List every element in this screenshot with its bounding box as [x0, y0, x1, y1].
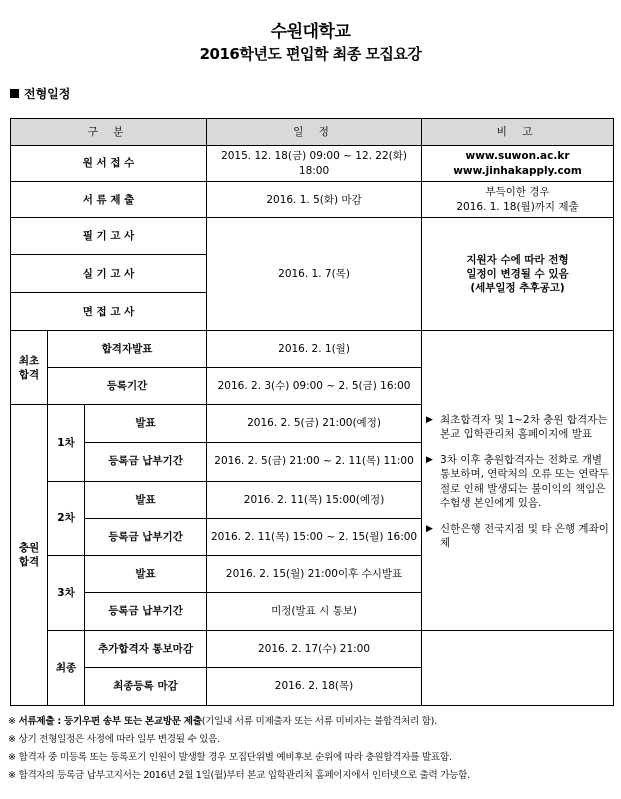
final-announce-date: 2016. 2. 1(월) [207, 331, 422, 368]
header-remarks: 비 고 [422, 119, 614, 146]
final-pass-label-1: 최초 [18, 354, 40, 367]
table-row-round1-announce [11, 405, 614, 442]
round3-announce-date: 2016. 2. 15(월) 21:00이후 수시발표 [207, 555, 422, 592]
table-row-documents [11, 182, 614, 218]
round1-pay-date: 2016. 2. 5(금) 21:00 ~ 2. 11(목) 11:00 [207, 442, 422, 481]
university-name: 수원대학교 [270, 22, 351, 42]
footnote-3-text: 합격자 중 미등록 또는 등록포기 인원이 발생할 경우 모집단위별 예비후보 순위에 따라 충원합격자를 발표함. [18, 752, 452, 763]
round1-announce-date: 2016. 2. 5(금) 21:00(예정) [207, 405, 422, 442]
deadline-date: 2016. 2. 17(수) 21:00 [207, 630, 422, 667]
schedule-table [10, 118, 614, 706]
application-label: 원 서 접 수 [11, 146, 207, 182]
final-registration-label: 최종등록 마감 [85, 667, 207, 705]
documents-note-1: 부득이한 경우 [485, 186, 550, 199]
round2-announce-date: 2016. 2. 11(목) 15:00(예정) [207, 481, 422, 518]
additional-notes [422, 405, 614, 630]
deadline-label: 추가합격자 통보마감 [85, 630, 207, 667]
application-remarks [422, 146, 614, 182]
final-remarks-empty-2 [422, 630, 614, 705]
exam-remarks [422, 218, 614, 331]
footnote-4 [8, 767, 616, 785]
footnote-1-rest: (기일내 서류 미제출자 또는 서류 미비자는 불합격처리 함). [201, 716, 437, 727]
round3-label: 3차 [48, 555, 85, 630]
exam-note-3: (세부일정 추후공고) [470, 282, 565, 295]
footnote-4-text: 합격자의 등록금 납부고지서는 2016년 2월 1일(월)부터 본교 입학관리처 홈페이지에서 인터넷으로 출력 가능함. [18, 770, 470, 781]
documents-note-2: 2016. 1. 18(월)까지 제출 [456, 200, 579, 213]
square-bullet-icon [10, 89, 19, 98]
triangle-bullet-icon: ▶ [426, 523, 433, 534]
table-row-final-deadline [11, 630, 614, 667]
jinhak-url: www.jinhakapply.com [453, 164, 582, 177]
note-item-1 [426, 413, 609, 441]
round3-announce-label: 발표 [85, 555, 207, 592]
triangle-bullet-icon: ▶ [426, 455, 433, 466]
section-heading [10, 85, 70, 102]
round3-pay-label: 등록금 납부기간 [85, 592, 207, 630]
reference-mark-icon: ※ [8, 770, 16, 781]
written-exam-label: 필 기 고 사 [11, 218, 207, 255]
header-schedule: 일 정 [207, 119, 422, 146]
round1-pay-label: 등록금 납부기간 [85, 442, 207, 481]
reference-mark-icon: ※ [8, 752, 16, 763]
final-announce-label: 합격자발표 [48, 331, 207, 368]
round1-label: 1차 [48, 405, 85, 481]
university-url: www.suwon.ac.kr [465, 150, 570, 163]
exam-note-1: 지원자 수에 따라 전형 [466, 253, 569, 266]
documents-label: 서 류 제 출 [11, 182, 207, 218]
final-register-date: 2016. 2. 3(수) 09:00 ~ 2. 5(금) 16:00 [207, 368, 422, 405]
footnote-1 [8, 713, 616, 731]
header-category: 구 분 [11, 119, 207, 146]
round2-pay-label: 등록금 납부기간 [85, 518, 207, 555]
triangle-bullet-icon: ▶ [426, 414, 433, 425]
note-text-2: 3차 이후 충원합격자는 전화로 개별통보하며, 연락처의 오류 또는 연락두절로 인해 발생되는 불이익의 책임은 수험생 본인에게 있음. [440, 454, 609, 509]
additional-pass-label [11, 405, 48, 706]
exam-date: 2016. 1. 7(목) [207, 218, 422, 331]
round2-label: 2차 [48, 481, 85, 555]
final-register-label: 등록기간 [48, 368, 207, 405]
footnote-2-text: 상기 전형일정은 사정에 따라 일부 변경될 수 있음. [18, 734, 220, 745]
table-row-application [11, 146, 614, 182]
table-header-row [11, 119, 614, 146]
page-title: 2016학년도 편입학 최종 모집요강 [199, 45, 422, 63]
table-row-written-exam [11, 218, 614, 255]
interview-label: 면 접 고 사 [11, 293, 207, 331]
round2-pay-date: 2016. 2. 11(목) 15:00 ~ 2. 15(월) 16:00 [207, 518, 422, 555]
round3-pay-date: 미정(발표 시 통보) [207, 592, 422, 630]
exam-note-2: 일정이 변경될 수 있음 [466, 268, 569, 281]
application-date: 2015. 12. 18(금) 09:00 ~ 12. 22(화) 18:00 [207, 146, 422, 182]
practical-exam-label: 실 기 고 사 [11, 255, 207, 293]
documents-date: 2016. 1. 5(화) 마감 [207, 182, 422, 218]
final-pass-label-2: 합격 [18, 368, 40, 381]
round2-announce-label: 발표 [85, 481, 207, 518]
additional-pass-label-1: 충원 [18, 542, 40, 555]
reference-mark-icon: ※ [8, 716, 16, 727]
note-text-1: 최초합격자 및 1~2차 충원 합격자는 본교 입학관리처 홈페이지에 발표 [440, 413, 608, 441]
section-label: 전형일정 [24, 87, 71, 101]
note-text-3: 신한은행 전국지점 및 타 은행 계좌이체 [440, 522, 609, 550]
additional-pass-label-2: 합격 [18, 556, 40, 569]
footnotes [8, 713, 616, 785]
table-row-final-announce [11, 331, 614, 368]
reference-mark-icon: ※ [8, 734, 16, 745]
final-pass-label [11, 331, 48, 405]
final-remarks-empty [422, 331, 614, 405]
note-item-2 [426, 453, 609, 510]
footnote-3 [8, 749, 616, 767]
documents-remarks [422, 182, 614, 218]
last-round-label: 최종 [48, 630, 85, 705]
round1-announce-label: 발표 [85, 405, 207, 442]
note-item-3 [426, 522, 609, 550]
footnote-2 [8, 731, 616, 749]
final-registration-date: 2016. 2. 18(목) [207, 667, 422, 705]
footnote-1-bold: 서류제출 : 등기우편 송부 또는 본교방문 제출 [18, 716, 202, 727]
